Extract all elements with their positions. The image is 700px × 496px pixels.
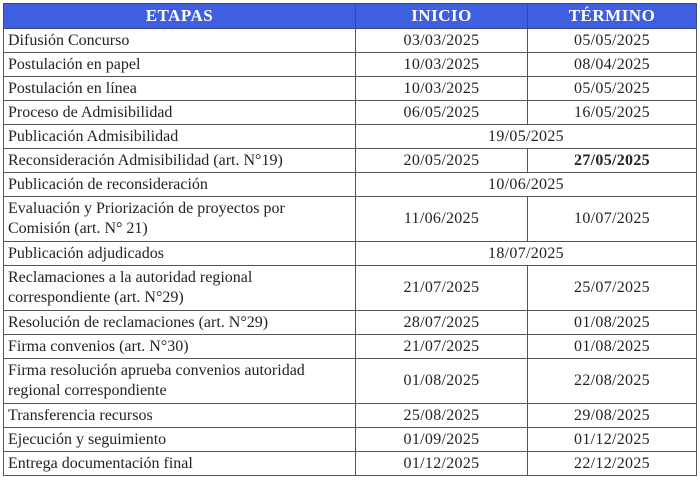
- etapa-cell: Evaluación y Priorización de proyectos por Comisión (art. N° 21): [4, 197, 356, 242]
- schedule-table-container: [3, 3, 697, 476]
- etapa-cell: Publicación Admisibilidad: [4, 125, 356, 149]
- inicio-cell: 01/09/2025: [356, 428, 528, 452]
- termino-cell: 10/07/2025: [528, 197, 697, 242]
- etapa-cell: Publicación adjudicados: [4, 242, 356, 266]
- table-row: [4, 311, 697, 335]
- etapa-cell: Entrega documentación final: [4, 452, 356, 476]
- inicio-cell: 03/03/2025: [356, 29, 528, 53]
- etapa-cell: Postulación en línea: [4, 77, 356, 101]
- table-row: [4, 173, 697, 197]
- inicio-cell: 10/03/2025: [356, 53, 528, 77]
- termino-cell: 25/07/2025: [528, 266, 697, 311]
- table-row: [4, 149, 697, 173]
- table-row: [4, 404, 697, 428]
- inicio-cell: 21/07/2025: [356, 335, 528, 359]
- table-row: [4, 77, 697, 101]
- header-etapas: ETAPAS: [4, 4, 356, 29]
- termino-cell: 22/12/2025: [528, 452, 697, 476]
- table-row: [4, 197, 697, 242]
- termino-cell: 01/12/2025: [528, 428, 697, 452]
- termino-cell: 16/05/2025: [528, 101, 697, 125]
- table-row: [4, 101, 697, 125]
- table-row: [4, 29, 697, 53]
- termino-cell: 27/05/2025: [528, 149, 697, 173]
- etapa-cell: Reconsideración Admisibilidad (art. N°19): [4, 149, 356, 173]
- fecha-cell: 19/05/2025: [356, 125, 697, 149]
- termino-cell: 01/08/2025: [528, 335, 697, 359]
- etapa-cell: Difusión Concurso: [4, 29, 356, 53]
- etapa-cell: Resolución de reclamaciones (art. N°29): [4, 311, 356, 335]
- table-row: [4, 242, 697, 266]
- schedule-table: [3, 3, 697, 476]
- table-row: [4, 428, 697, 452]
- termino-cell: 22/08/2025: [528, 359, 697, 404]
- termino-cell: 08/04/2025: [528, 53, 697, 77]
- inicio-cell: 20/05/2025: [356, 149, 528, 173]
- inicio-cell: 01/12/2025: [356, 452, 528, 476]
- inicio-cell: 06/05/2025: [356, 101, 528, 125]
- header-row: [4, 4, 697, 29]
- etapa-cell: Proceso de Admisibilidad: [4, 101, 356, 125]
- table-row: [4, 335, 697, 359]
- table-row: [4, 266, 697, 311]
- table-row: [4, 53, 697, 77]
- termino-cell: 29/08/2025: [528, 404, 697, 428]
- termino-cell: 01/08/2025: [528, 311, 697, 335]
- header-inicio: INICIO: [356, 4, 528, 29]
- etapa-cell: Reclamaciones a la autoridad regional correspondiente (art. N°29): [4, 266, 356, 311]
- etapa-cell: Postulación en papel: [4, 53, 356, 77]
- etapa-cell: Firma convenios (art. N°30): [4, 335, 356, 359]
- inicio-cell: 11/06/2025: [356, 197, 528, 242]
- table-row: [4, 359, 697, 404]
- fecha-cell: 18/07/2025: [356, 242, 697, 266]
- termino-cell: 05/05/2025: [528, 77, 697, 101]
- inicio-cell: 21/07/2025: [356, 266, 528, 311]
- etapa-cell: Firma resolución aprueba convenios autoridad regional correspondiente: [4, 359, 356, 404]
- inicio-cell: 01/08/2025: [356, 359, 528, 404]
- inicio-cell: 10/03/2025: [356, 77, 528, 101]
- header-termino: TÉRMINO: [528, 4, 697, 29]
- etapa-cell: Publicación de reconsideración: [4, 173, 356, 197]
- table-row: [4, 125, 697, 149]
- etapa-cell: Ejecución y seguimiento: [4, 428, 356, 452]
- inicio-cell: 28/07/2025: [356, 311, 528, 335]
- fecha-cell: 10/06/2025: [356, 173, 697, 197]
- termino-cell: 05/05/2025: [528, 29, 697, 53]
- etapa-cell: Transferencia recursos: [4, 404, 356, 428]
- table-row: [4, 452, 697, 476]
- inicio-cell: 25/08/2025: [356, 404, 528, 428]
